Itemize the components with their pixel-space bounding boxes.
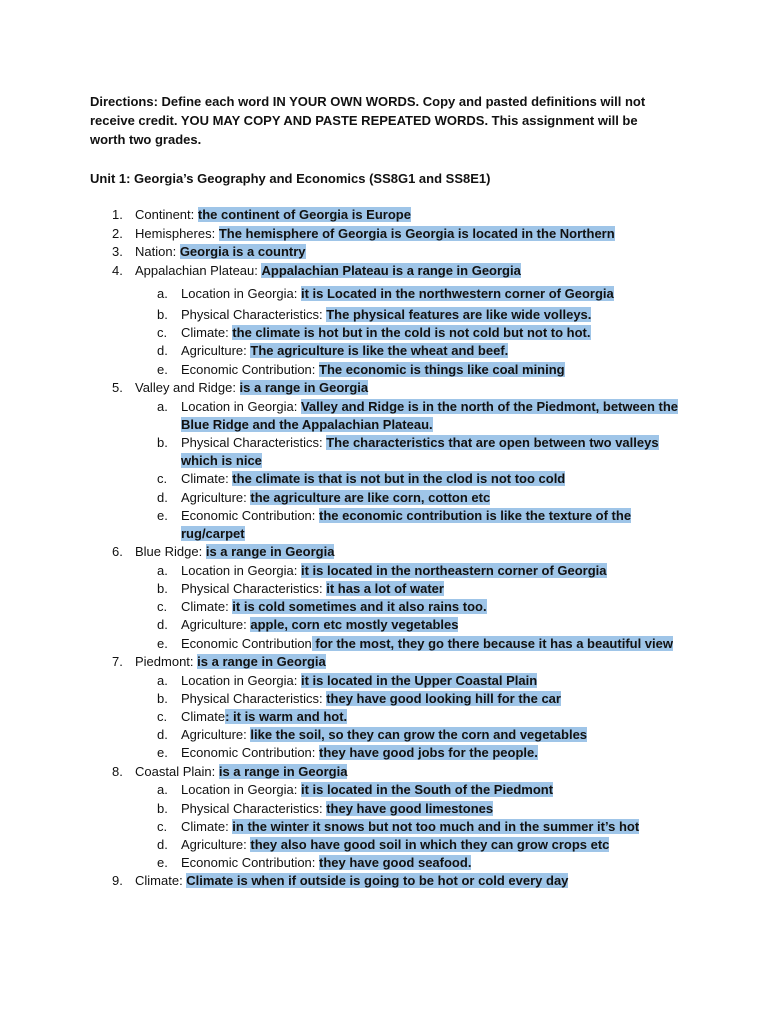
- sub-letter: d.: [157, 727, 168, 743]
- sub-label: Climate:: [181, 599, 233, 615]
- sub-letter: c.: [157, 708, 168, 724]
- highlighted-answer: the continent of Georgia is Europe: [197, 207, 411, 222]
- highlighted-answer: it is located in the northeastern corner of Georgia: [300, 562, 607, 578]
- term-label: Climate:: [135, 873, 187, 889]
- sub-letter: c.: [157, 471, 168, 487]
- sub-item: [135, 616, 678, 634]
- sub-letter: d.: [157, 343, 168, 359]
- sub-item: [135, 836, 678, 854]
- sub-item: [135, 635, 678, 653]
- sub-list: [135, 285, 678, 379]
- item-number: 5.: [112, 379, 123, 395]
- sub-label: Agriculture:: [181, 727, 251, 743]
- highlighted-answer: they have good jobs for the people.: [319, 745, 538, 761]
- term-label: Hemispheres:: [135, 225, 219, 241]
- sub-item: [135, 361, 678, 379]
- item-number: 4.: [112, 263, 123, 279]
- highlighted-answer: Climate is when if outside is going to be hot or cold every day: [186, 873, 569, 889]
- highlighted-answer: The hemisphere of Georgia is Georgia is located in the Northern: [218, 225, 615, 241]
- highlighted-answer: it is cold sometimes and it also rains too.: [232, 599, 487, 615]
- sub-label: Agriculture:: [181, 343, 251, 359]
- highlighted-answer: The characteristics that are open between two valleys which is nice: [181, 434, 659, 469]
- sub-label: Location in Georgia:: [181, 285, 301, 301]
- sub-item: [135, 672, 678, 690]
- sub-item: [135, 726, 678, 744]
- item-number: 8.: [112, 763, 123, 779]
- highlighted-answer: is a range in Georgia: [239, 379, 369, 395]
- sub-item: [135, 598, 678, 616]
- sub-item: [135, 580, 678, 598]
- sub-label: Location in Georgia:: [181, 782, 301, 798]
- sub-label: Economic Contribution:: [181, 855, 320, 871]
- vocab-item: [90, 225, 678, 244]
- highlighted-answer: is a range in Georgia: [218, 763, 348, 779]
- highlighted-answer: they have good looking hill for the car: [326, 690, 561, 706]
- sub-label: Physical Characteristics:: [181, 434, 327, 450]
- vocab-item: [90, 763, 678, 873]
- item-number: 3.: [112, 244, 123, 260]
- item-number: 1.: [112, 207, 123, 222]
- sub-item: [135, 854, 678, 872]
- sub-label: Physical Characteristics:: [181, 581, 327, 597]
- sub-letter: b.: [157, 307, 168, 323]
- highlighted-answer: like the soil, so they can grow the corn and vegetables: [250, 727, 588, 743]
- sub-item: [135, 800, 678, 818]
- highlighted-answer: Georgia is a country: [179, 244, 306, 260]
- sub-item: [135, 507, 678, 543]
- highlighted-answer: it has a lot of water: [326, 581, 444, 597]
- sub-label: Location in Georgia:: [181, 672, 301, 688]
- highlighted-answer: they have good seafood.: [319, 855, 472, 871]
- sub-item: [135, 285, 678, 303]
- sub-letter: c.: [157, 325, 168, 341]
- sub-letter: b.: [157, 434, 168, 450]
- sub-letter: d.: [157, 489, 168, 505]
- vocab-item: [90, 379, 678, 543]
- highlighted-answer: The physical features are like wide volleys.: [326, 307, 592, 323]
- highlighted-answer: for the most, they go there because it has a beautiful view: [311, 635, 673, 651]
- term-label: Continent:: [135, 207, 198, 222]
- highlighted-answer: they also have good soil in which they can grow crops etc: [250, 836, 610, 852]
- highlighted-answer: apple, corn etc mostly vegetables: [250, 617, 459, 633]
- sub-item: [135, 342, 678, 360]
- sub-label: Climate:: [181, 471, 233, 487]
- highlighted-answer: the climate is hot but in the cold is not cold but not to hot.: [232, 325, 591, 341]
- sub-label: Climate:: [181, 818, 233, 834]
- highlighted-answer: The economic is things like coal mining: [319, 361, 565, 377]
- item-number: 6.: [112, 544, 123, 560]
- highlighted-answer: they have good limestones: [326, 800, 494, 816]
- highlighted-answer: is a range in Georgia: [205, 544, 335, 560]
- term-label: Appalachian Plateau:: [135, 263, 262, 279]
- highlighted-answer: the economic contribution is like the texture of the rug/carpet: [181, 507, 632, 541]
- sub-list: [135, 672, 678, 763]
- sub-letter: b.: [157, 800, 168, 816]
- term-label: Coastal Plain:: [135, 763, 219, 779]
- item-number: 7.: [112, 653, 123, 669]
- sub-letter: c.: [157, 818, 168, 834]
- highlighted-answer: Valley and Ridge is in the north of the Piedmont, between the Blue Ridge and the Appalachian Plateau.: [181, 398, 679, 432]
- highlighted-answer: it is located in the Upper Coastal Plain: [300, 672, 538, 688]
- sub-list: [135, 781, 678, 872]
- sub-item: [135, 562, 678, 580]
- sub-letter: b.: [157, 581, 168, 597]
- vocab-item: [90, 243, 678, 262]
- highlighted-answer: The agriculture is like the wheat and beef.: [250, 343, 509, 359]
- sub-label: Physical Characteristics:: [181, 800, 327, 816]
- item-number: 2.: [112, 225, 123, 241]
- vocab-item: [90, 653, 678, 763]
- sub-letter: a.: [157, 782, 168, 798]
- sub-label: Agriculture:: [181, 617, 251, 633]
- sub-item: [135, 489, 678, 507]
- sub-list: [135, 398, 678, 544]
- highlighted-answer: the agriculture are like corn, cotton etc: [250, 489, 491, 505]
- sub-list: [135, 562, 678, 653]
- sub-label: Climate:: [181, 325, 233, 341]
- sub-label: Economic Contribution:: [181, 745, 320, 761]
- sub-item: [135, 398, 678, 434]
- directions: Directions: Define each word IN YOUR OWN WORDS. Copy and pasted definitions will not receive credit. YOU MAY COPY AND PASTE REPEATED WORDS. This assignment will be worth two grades.: [90, 94, 646, 147]
- sub-letter: e.: [157, 361, 168, 377]
- sub-letter: a.: [157, 562, 168, 578]
- sub-item: [135, 781, 678, 799]
- term-label: Piedmont:: [135, 653, 198, 669]
- sub-label: Agriculture:: [181, 489, 251, 505]
- vocab-item: [90, 262, 678, 379]
- sub-label: Economic Contribution: [181, 635, 312, 651]
- sub-label: Climate: [181, 708, 226, 724]
- vocab-item: [90, 543, 678, 653]
- sub-letter: e.: [157, 855, 168, 871]
- unit-title: Unit 1: Georgia’s Geography and Economics (SS8G1 and SS8E1): [90, 171, 491, 186]
- sub-letter: e.: [157, 507, 168, 523]
- term-label: Blue Ridge:: [135, 544, 206, 560]
- term-label: Nation:: [135, 244, 180, 260]
- sub-item: [135, 744, 678, 762]
- sub-label: Physical Characteristics:: [181, 307, 327, 323]
- sub-label: Economic Contribution:: [181, 507, 320, 523]
- highlighted-answer: the climate is that is not but in the clod is not too cold: [232, 471, 566, 487]
- vocab-item: [90, 206, 678, 225]
- sub-letter: a.: [157, 285, 168, 301]
- highlighted-answer: : it is warm and hot.: [225, 708, 348, 724]
- sub-item: [135, 690, 678, 708]
- vocab-item: [90, 872, 678, 891]
- sub-letter: a.: [157, 398, 168, 414]
- sub-item: [135, 306, 678, 324]
- term-label: Valley and Ridge:: [135, 379, 240, 395]
- sub-item: [135, 324, 678, 342]
- highlighted-answer: it is Located in the northwestern corner of Georgia: [300, 285, 614, 301]
- highlighted-answer: it is located in the South of the Piedmont: [300, 782, 554, 798]
- sub-item: [135, 818, 678, 836]
- sub-letter: a.: [157, 672, 168, 688]
- sub-label: Physical Characteristics:: [181, 690, 327, 706]
- sub-letter: b.: [157, 690, 168, 706]
- sub-item: [135, 470, 678, 488]
- sub-label: Location in Georgia:: [181, 562, 301, 578]
- sub-letter: d.: [157, 617, 168, 633]
- highlighted-answer: in the winter it snows but not too much and in the summer it’s hot: [232, 818, 640, 834]
- sub-letter: e.: [157, 745, 168, 761]
- sub-label: Agriculture:: [181, 836, 251, 852]
- sub-item: [135, 434, 678, 470]
- vocabulary-list: [90, 206, 678, 891]
- item-number: 9.: [112, 873, 123, 889]
- sub-letter: c.: [157, 599, 168, 615]
- sub-item: [135, 708, 678, 726]
- highlighted-answer: is a range in Georgia: [197, 653, 326, 669]
- sub-letter: e.: [157, 635, 168, 651]
- sub-label: Economic Contribution:: [181, 361, 320, 377]
- highlighted-answer: Appalachian Plateau is a range in Georgia: [261, 263, 521, 279]
- sub-label: Location in Georgia:: [181, 398, 301, 414]
- sub-letter: d.: [157, 836, 168, 852]
